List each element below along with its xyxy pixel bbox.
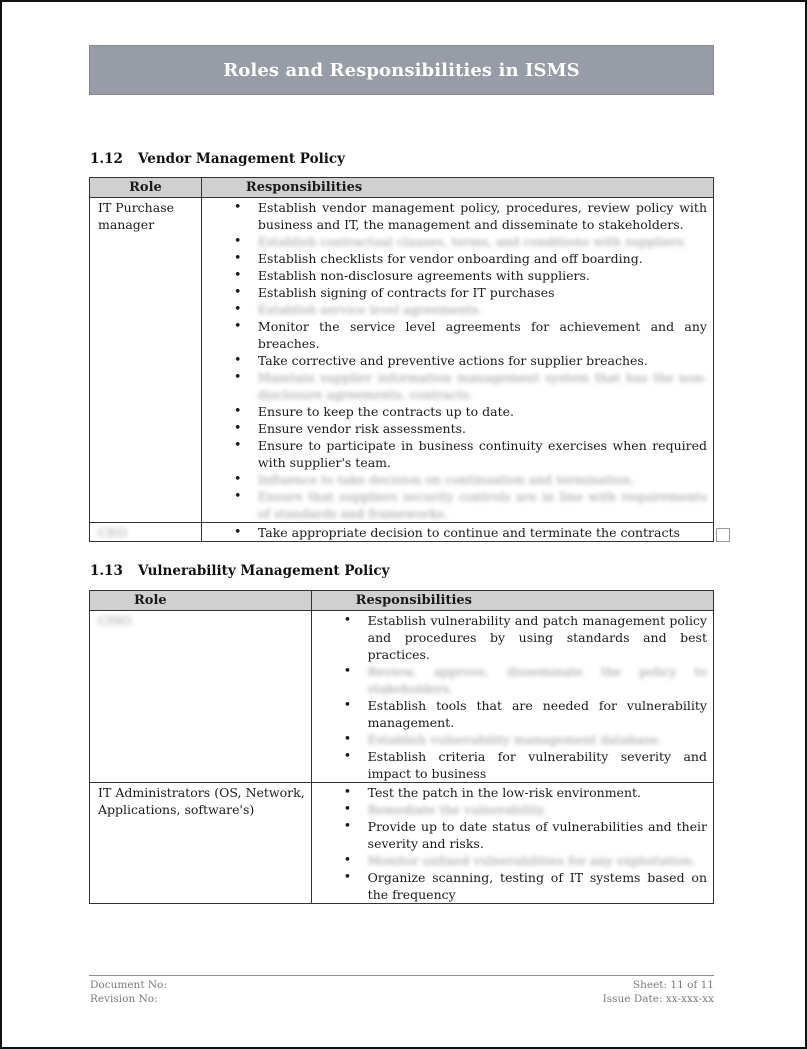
list-item-redacted: • Establish contractual clauses, terms, and conditions with suppliers. [210, 233, 707, 250]
table-row [90, 198, 714, 523]
responsibilities-cell [201, 198, 713, 523]
list-item-redacted: • Establish vulnerability management database. [320, 731, 707, 748]
list-item: • Establish criteria for vulnerability severity and impact to business [320, 748, 707, 782]
list-item: • Establish vendor management policy, procedures, review policy with business and IT, the management and disseminate to stakeholders. [210, 199, 707, 233]
section-heading-vendor [90, 151, 345, 167]
section-heading-vulnerability [90, 563, 389, 579]
vendor-management-table [89, 177, 714, 542]
column-header-role: Role [90, 178, 202, 198]
list-item: • Organize scanning, testing of IT systems based on the frequency [320, 869, 707, 903]
section-number: 1.13 [90, 563, 123, 579]
table-row [90, 783, 714, 904]
list-item: • Ensure to keep the contracts up to date. [210, 403, 707, 420]
footer-divider [89, 975, 714, 976]
revision-number-label: Revision No: [90, 993, 158, 1005]
vulnerability-management-table [89, 590, 714, 904]
issue-date: Issue Date: xx-xxx-xx [602, 993, 714, 1005]
list-item: • Take appropriate decision to continue and terminate the contracts [210, 524, 707, 541]
section-number: 1.12 [90, 151, 123, 167]
responsibilities-list [210, 524, 707, 541]
table-row [90, 611, 714, 783]
responsibilities-list [320, 784, 707, 903]
footer-right [603, 978, 714, 1006]
role-cell: IT Purchase manager [90, 198, 202, 523]
list-item-redacted: • Influence to take decision on continuation and termination. [210, 471, 707, 488]
section-title: Vulnerability Management Policy [138, 563, 390, 579]
section-title: Vendor Management Policy [138, 151, 345, 167]
role-cell: IT Administrators (OS, Network, Applications, software's) [90, 783, 312, 904]
role-cell-redacted: CEO [90, 523, 202, 542]
list-item: • Take corrective and preventive actions for supplier breaches. [210, 352, 707, 369]
list-item-redacted: • Review, approve, disseminate the policy to stakeholders. [320, 663, 707, 697]
list-item: • Establish signing of contracts for IT purchases [210, 284, 707, 301]
table-header-row [90, 591, 714, 611]
list-item: • Provide up to date status of vulnerabilities and their severity and risks. [320, 818, 707, 852]
list-item-redacted: • Ensure that suppliers security controls are in line with requirements of standards and frameworks. [210, 488, 707, 522]
paragraph-anchor-marker [716, 528, 730, 542]
list-item: • Monitor the service level agreements for achievement and any breaches. [210, 318, 707, 352]
list-item: • Establish checklists for vendor onboarding and off boarding. [210, 250, 707, 267]
list-item: • Test the patch in the low-risk environment. [320, 784, 707, 801]
column-header-role: Role [90, 591, 312, 611]
list-item: • Establish vulnerability and patch management policy and procedures by using standards and best practices. [320, 612, 707, 663]
responsibilities-list [320, 612, 707, 782]
responsibilities-cell [311, 783, 713, 904]
column-header-responsibilities: Responsibilities [311, 591, 713, 611]
list-item-redacted: • Establish service level agreements. [210, 301, 707, 318]
responsibilities-cell [311, 611, 713, 783]
table-row [90, 523, 714, 542]
column-header-responsibilities: Responsibilities [201, 178, 713, 198]
title-banner [89, 45, 714, 95]
responsibilities-list [210, 199, 707, 522]
list-item: • Establish tools that are needed for vulnerability management. [320, 697, 707, 731]
list-item: • Establish non-disclosure agreements with suppliers. [210, 267, 707, 284]
list-item-redacted: • Remediate the vulnerability. [320, 801, 707, 818]
sheet-number: Sheet: 11 of 11 [632, 979, 714, 991]
list-item: • Ensure vendor risk assessments. [210, 420, 707, 437]
list-item: • Ensure to participate in business continuity exercises when required with supplier's team. [210, 437, 707, 471]
footer-left [90, 978, 167, 1006]
role-cell-redacted: CISO [90, 611, 312, 783]
document-title: Roles and Responsibilities in ISMS [223, 59, 580, 81]
document-number-label: Document No: [90, 979, 167, 991]
table-header-row [90, 178, 714, 198]
responsibilities-cell [201, 523, 713, 542]
list-item-redacted: • Maintain supplier information management system that has the non-disclosure agreements, contracts. [210, 369, 707, 403]
list-item-redacted: • Monitor unfixed vulnerabilities for any exploitation. [320, 852, 707, 869]
